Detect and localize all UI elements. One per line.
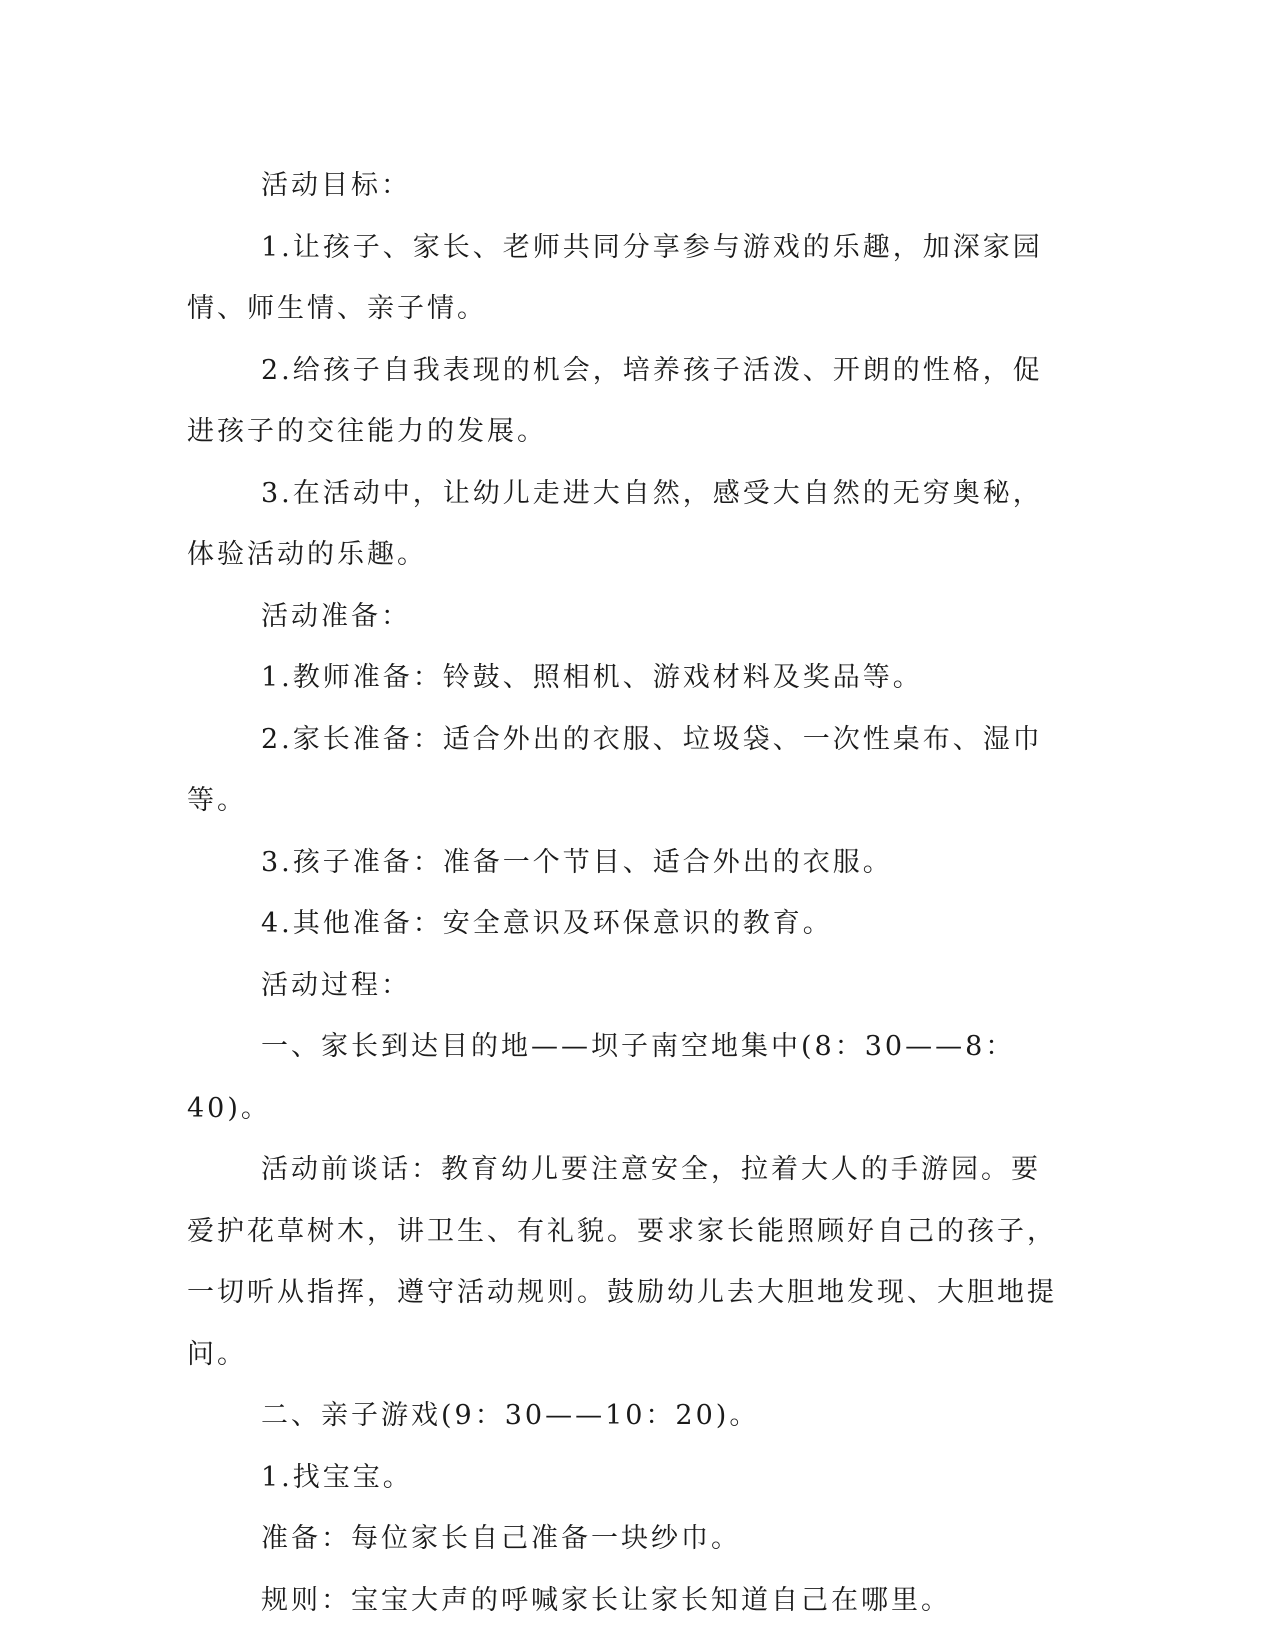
heading-activity-preparation: 活动准备： xyxy=(261,600,411,632)
preparation-item-3: 3.孩子准备：准备一个节目、适合外出的衣服。 xyxy=(261,846,893,878)
preparation-item-2: 2.家长准备：适合外出的衣服、垃圾袋、一次性桌布、湿巾等。 xyxy=(187,723,1043,816)
process-step-2: 二、亲子游戏(9：30——10：20)。 xyxy=(261,1400,760,1431)
game-1-preparation: 准备：每位家长自己准备一块纱巾。 xyxy=(261,1523,741,1554)
pre-activity-talk: 活动前谈话：教育幼儿要注意安全，拉着大人的手游园。要爱护花草树木，讲卫生、有礼貌。要求家长能照顾好自己的孩子，一切听从指挥，遵守活动规则。鼓励幼儿去大胆地发现、大胆地提问。 xyxy=(187,1154,1057,1370)
goal-item-3: 3.在活动中，让幼儿走进大自然，感受大自然的无穷奥秘，体验活动的乐趣。 xyxy=(187,477,1043,570)
preparation-item-1: 1.教师准备：铃鼓、照相机、游戏材料及奖品等。 xyxy=(261,662,923,693)
game-1-title: 1.找宝宝。 xyxy=(261,1461,413,1493)
game-1-rules: 规则：宝宝大声的呼喊家长让家长知道自己在哪里。 xyxy=(261,1584,951,1616)
heading-activity-process: 活动过程： xyxy=(261,969,411,1001)
document-page xyxy=(187,155,1067,1631)
goal-item-2: 2.给孩子自我表现的机会，培养孩子活泼、开朗的性格，促进孩子的交往能力的发展。 xyxy=(187,354,1043,447)
preparation-item-4: 4.其他准备：安全意识及环保意识的教育。 xyxy=(261,908,833,939)
process-step-1: 一、家长到达目的地——坝子南空地集中(8：30——8：40)。 xyxy=(187,1031,1016,1124)
heading-activity-goals: 活动目标： xyxy=(261,170,411,201)
goal-item-1: 1.让孩子、家长、老师共同分享参与游戏的乐趣，加深家园情、师生情、亲子情。 xyxy=(187,231,1043,324)
